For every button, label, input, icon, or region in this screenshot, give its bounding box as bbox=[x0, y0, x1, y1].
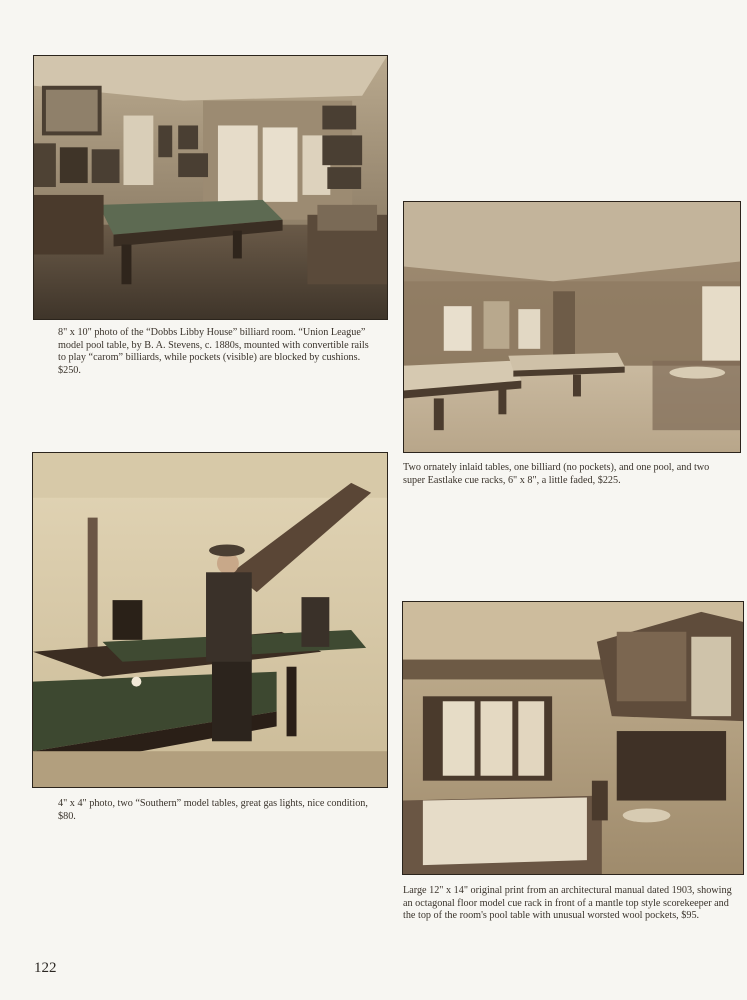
photo-two-inlaid-tables bbox=[403, 201, 741, 453]
page-number: 122 bbox=[34, 960, 57, 976]
caption-photo-1: 8" x 10" photo of the “Dobbs Libby House” billiard room. “Union League” model pool table, by B. A. Stevens, c. 1880s, mounted with convertible rails to play “carom” billiards, while pockets (visible) are blocked by cushions. $250. bbox=[58, 327, 369, 376]
photo-architectural-manual-print bbox=[402, 601, 744, 875]
caption-photo-3: 4" x 4" photo, two “Southern” model tables, great gas lights, nice condition, $80. bbox=[58, 798, 368, 822]
photo-dobbs-libby-billiard-room bbox=[33, 55, 388, 320]
caption-photo-4: Large 12" x 14" original print from an architectural manual dated 1903, showing an octagonal floor model cue rack in front of a mantle top style scorekeeper and the top of the room's pool table with unusual worsted wool pockets, $95. bbox=[403, 885, 732, 922]
caption-photo-2: Two ornately inlaid tables, one billiard (no pockets), and one pool, and two super Eastlake cue racks, 6" x 8", a little faded, $225. bbox=[403, 462, 710, 486]
photo-southern-model-tables bbox=[32, 452, 388, 788]
